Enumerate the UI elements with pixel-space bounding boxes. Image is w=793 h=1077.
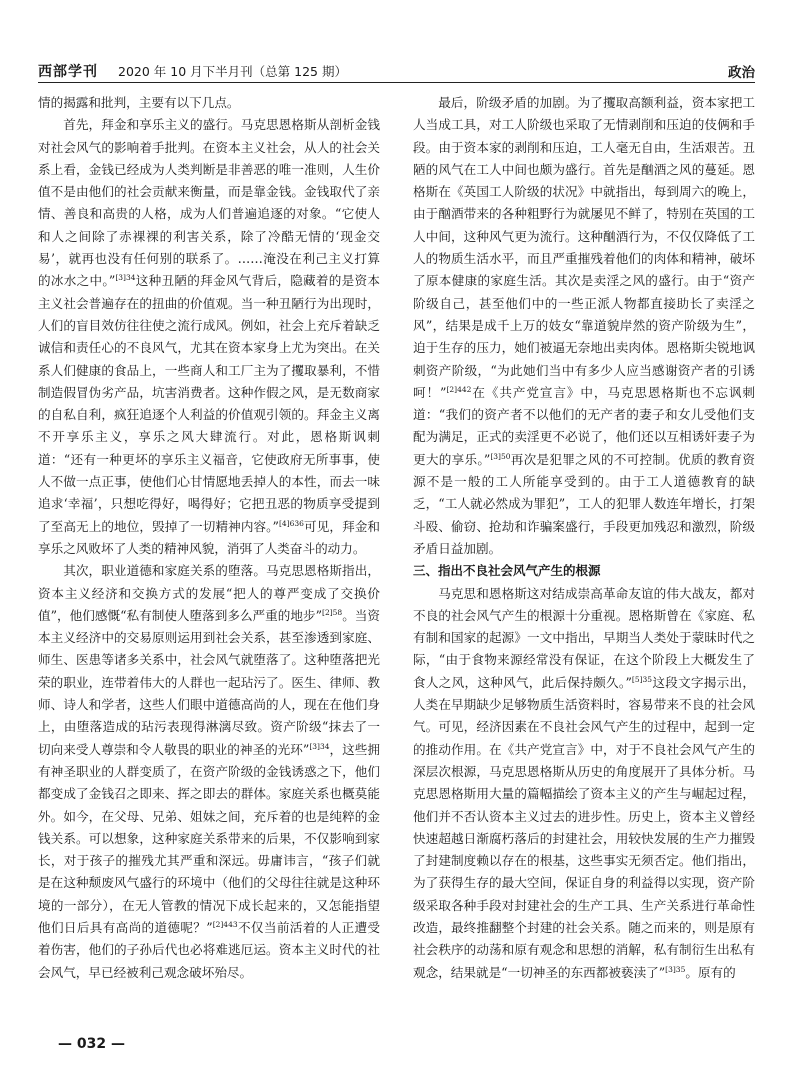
right-column	[413, 92, 755, 984]
citation-ref: [5]35	[631, 674, 653, 684]
paragraph: 其次，职业道德和家庭关系的堕落。马克思恩格斯指出，资本主义经济和交换方式的发展“把人的尊严变成了交换价值”，他们感慨“私有制使人堕落到多么严重的地步”$^{[2]58}$。当资本主义经济中的交易原则运用到社会关系，甚至渗透到家庭、师生、医患等诸多关系中，社会风气就堕落了。这种堕落把光荣的职业，连带着伟大的人群也一起玷污了。医生、律师、教师、诗人和学者，这些人们眼中道德高尚的人，现在在他们身上，由堕落造成的玷污表现得淋漓尽致。资产阶级“抹去了一切向来受人尊崇和令人敬畏的职业的神圣的光环”$^{[3]34}$，这些拥有神圣职业的人群变质了，在资产阶级的金钱诱惑之下，他们都变成了金钱召之即来、挥之即去的群体。家庭关系也概莫能外。如今，在父母、兄弟、姐妹之间，充斥着的也是纯粹的金钱关系。可以想象，这种家庭关系带来的后果，不仅影响到家长，对于孩子的摧残尤其严重和深远。毋庸讳言，“孩子们就是在这种颓废风气盛行的环境中（他们的父母往往就是这种环境的一部分），在无人管教的情况下成长起来的，又怎能指望他们日后具有高尚的道德呢？”$^{[2]443}$不仅当前活着的人正遭受着伤害，他们的子孙后代也必将难逃厄运。资本主义时代的社会风气，早已经被利己观念破坏殆尽。	[38, 563, 380, 980]
paragraph: 马克思和恩格斯这对结成崇高革命友谊的伟大战友，都对不良的社会风气产生的根源十分重视。恩格斯曾在《家庭、私有制和国家的起源》一文中指出，早期当人类处于蒙昧时代之际，“由于食物来源经常没有保证，在这个阶段上大概发生了食人之风，这种风气，此后保持颇久。”$^{[5]35}$这段文字揭示出，人类在早期缺少足够物质生活资料时，容易带来不良的社会风气。可见，经济因素在不良社会风气产生的过程中，起到一定的推动作用。在《共产党宣言》中，对于不良社会风气产生的深层次根源，马克思恩格斯从历史的角度展开了具体分析。马克思恩格斯用大量的篇幅描绘了资本主义的产生与崛起过程，他们并不否认资本主义过去的进步性。历史上，资本主义曾经快速超越日渐腐朽落后的封建社会，用较快发展的生产力摧毁了封建制度赖以存在的根基，这些事实无须否定。他们指出，为了获得生存的最大空间，保证自身的利益得以实现，资产阶级采取各种手段对封建社会的生产工具、生产关系进行革命性改造，最终推翻整个封建的社会关系。随之而来的，则是原有社会秩序的动荡和原有观念和思想的消解，私有制衍生出私有观念，结果就是“一切神圣的东西都被亵渎了”$^{[3]35}$。原有的	[413, 585, 756, 980]
section-heading: 三、指出不良社会风气产生的根源	[413, 563, 601, 579]
citation-ref: [2]442	[446, 384, 472, 394]
citation-ref: [2]58	[322, 607, 343, 617]
citation-ref: [3]50	[490, 451, 511, 461]
citation-ref: [2]443	[212, 919, 238, 929]
paragraph: 最后，阶级矛盾的加剧。为了攫取高额利益，资本家把工人当成工具，对工人阶级也采取了无情剥削和压迫的伎俩和手段。由于资本家的剥削和压迫，工人毫无自由，生活艰苦。丑陋的风气在工人中间也颇为盛行。首先是酗酒之风的蔓延。恩格斯在《英国工人阶级的状况》中就指出，每到周六的晚上，由于酗酒带来的各种粗野行为就屡见不鲜了，特别在英国的工人中间，这种风气更为流行。这种酗酒行为，不仅仅降低了工人的物质生活水平，而且严重摧残着他们的肉体和精神，破坏了原本健康的家庭生活。其次是卖淫之风的盛行。由于“资产阶级自己，甚至他们中的一些正派人物都直接助长了卖淫之风”，结果是成千上万的妓女“靠道貌岸然的资产阶级为生”，迫于生存的压力，她们被逼无奈地出卖肉体。恩格斯尖锐地讽刺资产阶级，“为此她们当中有多少人应当感谢资产者的引诱呵！”$^{[2]442}$在《共产党宣言》中，马克思恩格斯也不忘讽刺道：“我们的资产者不以他们的无产者的妻子和女儿受他们支配为满足，正式的卖淫更不必说了，他们还以互相诱奸妻子为更大的享乐。”$^{[3]50}$再次是犯罪之风的不可控制。优质的教育资源不是一般的工人所能享受到的。由于工人道德教育的缺乏，“工人就必然成为罪犯”，工人的犯罪人数连年增长，打架斗殴、偷窃、抢劫和诈骗案盛行，手段更加残忍和激烈，阶级矛盾日益加剧。	[413, 95, 755, 556]
left-column	[38, 92, 380, 984]
citation-ref: [3]35	[665, 964, 686, 974]
paragraph: 首先，拜金和享乐主义的盛行。马克思恩格斯从剖析金钱对社会风气的影响着手批判。在资本主义社会，从人的社会关系上看，金钱已经成为人类判断是非善恶的唯一准则，人生价值不是由他们的社会贡献来衡量，而是靠金钱。金钱取代了亲情、善良和高贵的人格，成为人们普遍追逐的对象。“它使人和人之间除了赤裸裸的利害关系，除了冷酷无情的‘现金交易’，就再也没有任何别的联系了。……淹没在利己主义打算的冰水之中。”$^{[3]34}$这种丑陋的拜金风气背后，隐藏着的是资本主义社会普遍存在的扭曲的价值观。当一种丑陋行为出现时，人们的盲目效仿往往使之流行成风。例如，社会上充斥着缺乏诚信和责任心的不良风气，尤其在资本家身上尤为突出。在关系人们健康的食品上，一些商人和工厂主为了攫取暴利，不惜制造假冒伪劣产品，坑害消费者。这种作假之风，是无数商家的自私自利，疯狂追逐个人利益的价值观引领的。拜金主义离不开享乐主义，享乐之风大肆流行。对此，恩格斯讽刺道：“还有一种更坏的享乐主义福音，它使政府无所事事，使人不做一点正事，使他们心甘情愿地丢掉人的本性，而去一味追求‘幸福’，只想吃得好，喝得好；它把丑恶的物质享受提到了至高无上的地位，毁掉了一切精神内容。”$^{[4]636}$可见，拜金和享乐之风败坏了人类的精神风貌，消弭了人类奋斗的动力。	[38, 117, 381, 556]
citation-ref: [3]34	[115, 273, 136, 283]
paragraph: 情的揭露和批判，主要有以下几点。	[38, 95, 240, 110]
citation-ref: [3]34	[309, 741, 330, 751]
journal-logo: 西部学刊	[38, 64, 98, 80]
page-header	[38, 58, 755, 83]
page-number: — 032 —	[58, 1036, 125, 1052]
citation-ref: [4]636	[279, 518, 304, 528]
section-label: 政治	[728, 65, 755, 81]
issue-info: 2020 年 10 月下半月刊（总第 125 期）	[118, 64, 347, 79]
